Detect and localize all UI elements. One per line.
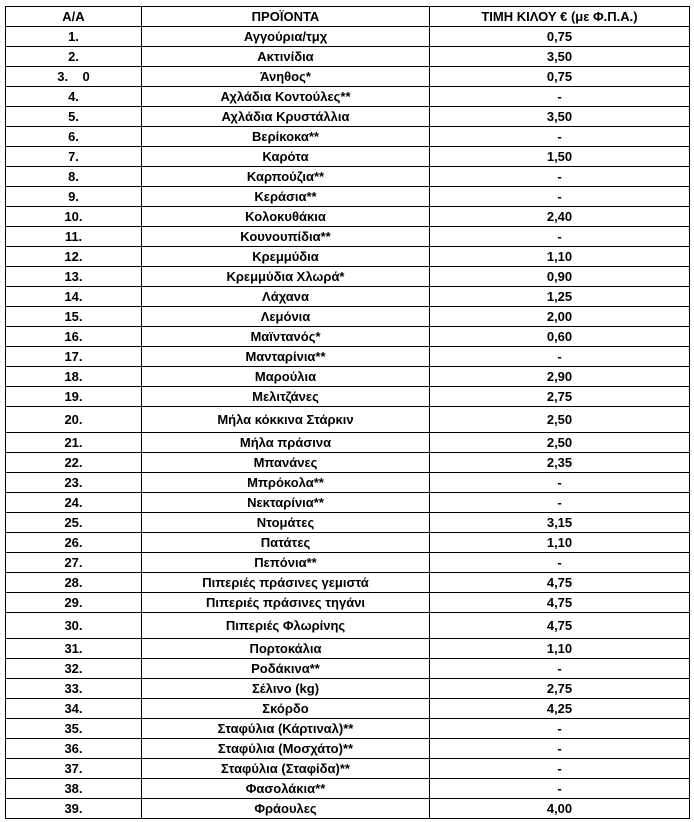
cell-price: 1,10	[430, 639, 690, 659]
table-row	[6, 247, 690, 267]
cell-product: Λάχανα	[142, 287, 430, 307]
cell-number: 1.	[6, 27, 142, 47]
cell-price: 2,50	[430, 433, 690, 453]
cell-number: 30.	[6, 613, 142, 639]
cell-product: Φράουλες	[142, 799, 430, 819]
cell-number: 36.	[6, 739, 142, 759]
cell-product: Αγγούρια/τμχ	[142, 27, 430, 47]
cell-number: 6.	[6, 127, 142, 147]
cell-product: Πεπόνια**	[142, 553, 430, 573]
cell-price: -	[430, 719, 690, 739]
cell-price: 1,25	[430, 287, 690, 307]
cell-product: Κρεμμύδια	[142, 247, 430, 267]
cell-product: Κεράσια**	[142, 187, 430, 207]
cell-price: -	[430, 127, 690, 147]
cell-product: Μαρούλια	[142, 367, 430, 387]
table-row	[6, 759, 690, 779]
cell-price: 1,50	[430, 147, 690, 167]
table-row	[6, 167, 690, 187]
cell-number: 2.	[6, 47, 142, 67]
cell-product: Πιπεριές πράσινες τηγάνι	[142, 593, 430, 613]
table-row	[6, 87, 690, 107]
cell-number: 27.	[6, 553, 142, 573]
cell-number: 39.	[6, 799, 142, 819]
cell-number: 25.	[6, 513, 142, 533]
cell-product: Λεμόνια	[142, 307, 430, 327]
cell-number: 3. 0	[6, 67, 142, 87]
table-row	[6, 207, 690, 227]
cell-product: Φασολάκια**	[142, 779, 430, 799]
cell-number: 35.	[6, 719, 142, 739]
cell-number: 11.	[6, 227, 142, 247]
cell-price: -	[430, 473, 690, 493]
cell-product: Πιπεριές πράσινες γεμιστά	[142, 573, 430, 593]
cell-number: 37.	[6, 759, 142, 779]
table-row	[6, 699, 690, 719]
table-row	[6, 799, 690, 819]
cell-number: 16.	[6, 327, 142, 347]
table-row	[6, 513, 690, 533]
table-row	[6, 307, 690, 327]
table-row	[6, 127, 690, 147]
cell-product: Καρότα	[142, 147, 430, 167]
cell-product: Καρπούζια**	[142, 167, 430, 187]
cell-number: 24.	[6, 493, 142, 513]
table-row	[6, 67, 690, 87]
cell-number: 26.	[6, 533, 142, 553]
cell-number: 18.	[6, 367, 142, 387]
cell-product: Αχλάδια Κρυστάλλια	[142, 107, 430, 127]
cell-price: 2,90	[430, 367, 690, 387]
cell-price: 3,50	[430, 47, 690, 67]
table-row	[6, 407, 690, 433]
cell-price: -	[430, 553, 690, 573]
table-row	[6, 107, 690, 127]
cell-price: 4,75	[430, 613, 690, 639]
cell-number: 29.	[6, 593, 142, 613]
cell-product: Βερίκοκα**	[142, 127, 430, 147]
header-number: Α/Α	[6, 7, 142, 27]
cell-product: Σέλινο (kg)	[142, 679, 430, 699]
cell-price: 4,75	[430, 573, 690, 593]
table-row	[6, 779, 690, 799]
cell-number: 8.	[6, 167, 142, 187]
table-row	[6, 553, 690, 573]
table-row	[6, 287, 690, 307]
table-row	[6, 387, 690, 407]
cell-number: 7.	[6, 147, 142, 167]
cell-price: -	[430, 659, 690, 679]
cell-number: 38.	[6, 779, 142, 799]
cell-number: 10.	[6, 207, 142, 227]
table-row	[6, 227, 690, 247]
cell-number: 31.	[6, 639, 142, 659]
table-row	[6, 739, 690, 759]
cell-product: Αχλάδια Κοντούλες**	[142, 87, 430, 107]
cell-product: Ακτινίδια	[142, 47, 430, 67]
table-row	[6, 719, 690, 739]
cell-product: Άνηθος*	[142, 67, 430, 87]
cell-price: -	[430, 347, 690, 367]
cell-product: Μήλα πράσινα	[142, 433, 430, 453]
table-row	[6, 593, 690, 613]
cell-product: Πορτοκάλια	[142, 639, 430, 659]
cell-price: -	[430, 779, 690, 799]
cell-price: -	[430, 187, 690, 207]
cell-number: 33.	[6, 679, 142, 699]
cell-price: 0,90	[430, 267, 690, 287]
table-row	[6, 187, 690, 207]
table-row	[6, 659, 690, 679]
cell-number: 21.	[6, 433, 142, 453]
cell-price: 3,15	[430, 513, 690, 533]
table-row	[6, 367, 690, 387]
cell-price: -	[430, 227, 690, 247]
table-row	[6, 327, 690, 347]
cell-number: 15.	[6, 307, 142, 327]
cell-number: 32.	[6, 659, 142, 679]
table-row	[6, 679, 690, 699]
cell-price: -	[430, 87, 690, 107]
table-row	[6, 27, 690, 47]
table-row	[6, 47, 690, 67]
cell-product: Πατάτες	[142, 533, 430, 553]
cell-product: Ροδάκινα**	[142, 659, 430, 679]
cell-product: Μανταρίνια**	[142, 347, 430, 367]
cell-price: 0,75	[430, 67, 690, 87]
header-product: ΠΡΟΪΟΝΤΑ	[142, 7, 430, 27]
table-row	[6, 639, 690, 659]
cell-price: 2,75	[430, 387, 690, 407]
cell-number: 28.	[6, 573, 142, 593]
cell-price: 2,50	[430, 407, 690, 433]
header-row	[6, 7, 690, 27]
cell-product: Σταφύλια (Σταφίδα)**	[142, 759, 430, 779]
cell-price: 3,50	[430, 107, 690, 127]
cell-price: -	[430, 739, 690, 759]
cell-number: 12.	[6, 247, 142, 267]
table-row	[6, 533, 690, 553]
cell-product: Σταφύλια (Μοσχάτο)**	[142, 739, 430, 759]
cell-product: Κρεμμύδια Χλωρά*	[142, 267, 430, 287]
cell-number: 13.	[6, 267, 142, 287]
cell-number: 34.	[6, 699, 142, 719]
table-row	[6, 433, 690, 453]
cell-product: Νεκταρίνια**	[142, 493, 430, 513]
cell-number: 17.	[6, 347, 142, 367]
cell-price: 4,25	[430, 699, 690, 719]
cell-product: Ντομάτες	[142, 513, 430, 533]
price-table	[5, 6, 690, 819]
cell-price: -	[430, 167, 690, 187]
cell-price: 2,00	[430, 307, 690, 327]
cell-price: 0,60	[430, 327, 690, 347]
cell-price: 4,00	[430, 799, 690, 819]
cell-number: 14.	[6, 287, 142, 307]
cell-price: 0,75	[430, 27, 690, 47]
cell-product: Μπρόκολα**	[142, 473, 430, 493]
cell-product: Πιπεριές Φλωρίνης	[142, 613, 430, 639]
table-row	[6, 147, 690, 167]
cell-product: Μπανάνες	[142, 453, 430, 473]
cell-price: 2,75	[430, 679, 690, 699]
cell-price: 2,40	[430, 207, 690, 227]
table-row	[6, 453, 690, 473]
table-row	[6, 267, 690, 287]
cell-price: 2,35	[430, 453, 690, 473]
cell-price: 4,75	[430, 593, 690, 613]
cell-number: 20.	[6, 407, 142, 433]
cell-number: 4.	[6, 87, 142, 107]
cell-product: Μαϊντανός*	[142, 327, 430, 347]
table-row	[6, 473, 690, 493]
cell-price: -	[430, 759, 690, 779]
cell-price: 1,10	[430, 247, 690, 267]
cell-number: 5.	[6, 107, 142, 127]
table-row	[6, 573, 690, 593]
cell-product: Σκόρδο	[142, 699, 430, 719]
cell-price: 1,10	[430, 533, 690, 553]
cell-number: 9.	[6, 187, 142, 207]
cell-number: 22.	[6, 453, 142, 473]
cell-product: Κολοκυθάκια	[142, 207, 430, 227]
cell-number: 23.	[6, 473, 142, 493]
cell-product: Μήλα κόκκινα Στάρκιν	[142, 407, 430, 433]
cell-number: 19.	[6, 387, 142, 407]
header-price: ΤΙΜΗ ΚΙΛΟΥ € (με Φ.Π.Α.)	[430, 7, 690, 27]
cell-product: Σταφύλια (Κάρτιναλ)**	[142, 719, 430, 739]
cell-product: Μελιτζάνες	[142, 387, 430, 407]
table-row	[6, 613, 690, 639]
table-row	[6, 347, 690, 367]
cell-price: -	[430, 493, 690, 513]
table-row	[6, 493, 690, 513]
cell-product: Κουνουπίδια**	[142, 227, 430, 247]
